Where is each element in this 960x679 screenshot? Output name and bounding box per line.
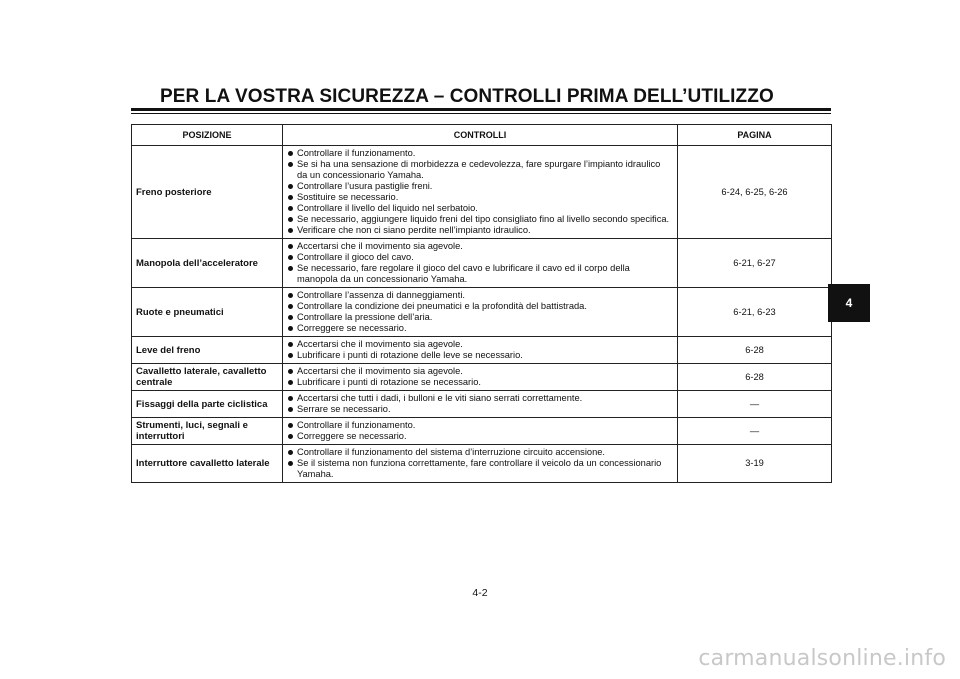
table-body (132, 146, 832, 483)
check-text: Lubrificare i punti di rotazione se necessario. (297, 377, 481, 387)
bullet-icon (288, 293, 293, 298)
check-text: Controllare il funzionamento. (297, 420, 416, 430)
cell-checks (283, 146, 678, 239)
check-item (287, 350, 673, 361)
check-item (287, 312, 673, 323)
cell-position: Fissaggi della parte ciclistica (132, 391, 283, 418)
bullet-icon (288, 326, 293, 331)
bullet-icon (288, 315, 293, 320)
check-item (287, 214, 673, 225)
check-item (287, 377, 673, 388)
checks-list (287, 420, 673, 442)
checks-list (287, 366, 673, 388)
check-item (287, 192, 673, 203)
check-item (287, 252, 673, 263)
cell-page: 6-28 (678, 364, 832, 391)
check-item (287, 290, 673, 301)
check-item (287, 203, 673, 214)
table-row (132, 445, 832, 483)
bullet-icon (288, 369, 293, 374)
column-header-checks: CONTROLLI (283, 125, 678, 146)
check-text: Controllare la condizione dei pneumatici e la profondità del battistrada. (297, 301, 587, 311)
cell-page: 6-21, 6-23 (678, 288, 832, 337)
bullet-icon (288, 353, 293, 358)
cell-checks (283, 418, 678, 445)
check-text: Serrare se necessario. (297, 404, 391, 414)
cell-checks (283, 445, 678, 483)
check-text: Lubrificare i punti di rotazione delle leve se necessario. (297, 350, 523, 360)
cell-position: Cavalletto laterale, cavalletto centrale (132, 364, 283, 391)
table-header-row (132, 125, 832, 146)
cell-position: Interruttore cavalletto laterale (132, 445, 283, 483)
check-text: Controllare il funzionamento del sistema d’interruzione circuito accensione. (297, 447, 605, 457)
bullet-icon (288, 304, 293, 309)
bullet-icon (288, 162, 293, 167)
check-text: Accertarsi che il movimento sia agevole. (297, 241, 463, 251)
bullet-icon (288, 255, 293, 260)
title-rule-thick (131, 108, 831, 111)
check-text: Se si ha una sensazione di morbidezza e cedevolezza, fare spurgare l’impianto idraulico da un concessionario Yamaha. (297, 159, 661, 180)
check-item (287, 431, 673, 442)
check-item (287, 241, 673, 252)
watermark: carmanualsonline.info (698, 646, 946, 671)
check-item (287, 366, 673, 377)
checks-table (131, 124, 832, 483)
column-header-page: PAGINA (678, 125, 832, 146)
check-item (287, 301, 673, 312)
bullet-icon (288, 266, 293, 271)
check-text: Correggere se necessario. (297, 431, 407, 441)
table-row (132, 337, 832, 364)
check-item (287, 323, 673, 334)
cell-page: 3-19 (678, 445, 832, 483)
table-row (132, 364, 832, 391)
check-item (287, 225, 673, 236)
check-text: Accertarsi che il movimento sia agevole. (297, 366, 463, 376)
checks-list (287, 339, 673, 361)
check-text: Sostituire se necessario. (297, 192, 399, 202)
cell-checks (283, 288, 678, 337)
bullet-icon (288, 217, 293, 222)
cell-position: Strumenti, luci, segnali e interruttori (132, 418, 283, 445)
cell-page: 6-24, 6-25, 6-26 (678, 146, 832, 239)
checks-list (287, 290, 673, 334)
cell-position: Leve del freno (132, 337, 283, 364)
bullet-icon (288, 407, 293, 412)
cell-position: Freno posteriore (132, 146, 283, 239)
table-row (132, 418, 832, 445)
checks-list (287, 447, 673, 480)
bullet-icon (288, 206, 293, 211)
cell-checks (283, 391, 678, 418)
check-text: Controllare il funzionamento. (297, 148, 416, 158)
page-number: 4-2 (472, 587, 488, 599)
check-text: Controllare l’usura pastiglie freni. (297, 181, 433, 191)
checks-list (287, 241, 673, 285)
check-text: Controllare il gioco del cavo. (297, 252, 414, 262)
check-item (287, 458, 673, 480)
table-row (132, 146, 832, 239)
bullet-icon (288, 184, 293, 189)
check-item (287, 447, 673, 458)
bullet-icon (288, 461, 293, 466)
cell-checks (283, 364, 678, 391)
check-text: Controllare l’assenza di danneggiamenti. (297, 290, 465, 300)
title-rule-thin (131, 113, 831, 114)
bullet-icon (288, 434, 293, 439)
bullet-icon (288, 450, 293, 455)
page-title: PER LA VOSTRA SICUREZZA – CONTROLLI PRIMA DELL’UTILIZZO (160, 86, 774, 107)
cell-position: Ruote e pneumatici (132, 288, 283, 337)
check-item (287, 148, 673, 159)
check-text: Se necessario, aggiungere liquido freni del tipo consigliato fino al livello secondo specifica. (297, 214, 670, 224)
bullet-icon (288, 244, 293, 249)
cell-page: — (678, 391, 832, 418)
table-row (132, 239, 832, 288)
bullet-icon (288, 380, 293, 385)
check-item (287, 420, 673, 431)
check-text: Accertarsi che il movimento sia agevole. (297, 339, 463, 349)
check-item (287, 393, 673, 404)
cell-checks (283, 239, 678, 288)
section-tab: 4 (828, 284, 870, 322)
check-text: Controllare il livello del liquido nel serbatoio. (297, 203, 478, 213)
check-item (287, 404, 673, 415)
checks-list (287, 148, 673, 236)
check-text: Se necessario, fare regolare il gioco del cavo e lubrificare il cavo ed il corpo della manopola da un concessionario Yamaha. (297, 263, 630, 284)
table-row (132, 391, 832, 418)
check-text: Controllare la pressione dell’aria. (297, 312, 433, 322)
check-item (287, 263, 673, 285)
check-text: Verificare che non ci siano perdite nell’impianto idraulico. (297, 225, 531, 235)
bullet-icon (288, 396, 293, 401)
cell-page: 6-21, 6-27 (678, 239, 832, 288)
cell-page: — (678, 418, 832, 445)
bullet-icon (288, 151, 293, 156)
check-item (287, 339, 673, 350)
check-text: Correggere se necessario. (297, 323, 407, 333)
check-item (287, 181, 673, 192)
table-row (132, 288, 832, 337)
cell-page: 6-28 (678, 337, 832, 364)
cell-checks (283, 337, 678, 364)
check-item (287, 159, 673, 181)
checks-list (287, 393, 673, 415)
bullet-icon (288, 423, 293, 428)
check-text: Accertarsi che tutti i dadi, i bulloni e le viti siano serrati correttamente. (297, 393, 583, 403)
bullet-icon (288, 342, 293, 347)
column-header-position: POSIZIONE (132, 125, 283, 146)
cell-position: Manopola dell’acceleratore (132, 239, 283, 288)
bullet-icon (288, 195, 293, 200)
bullet-icon (288, 228, 293, 233)
check-text: Se il sistema non funziona correttamente, fare controllare il veicolo da un concessionario Yamaha. (297, 458, 662, 479)
